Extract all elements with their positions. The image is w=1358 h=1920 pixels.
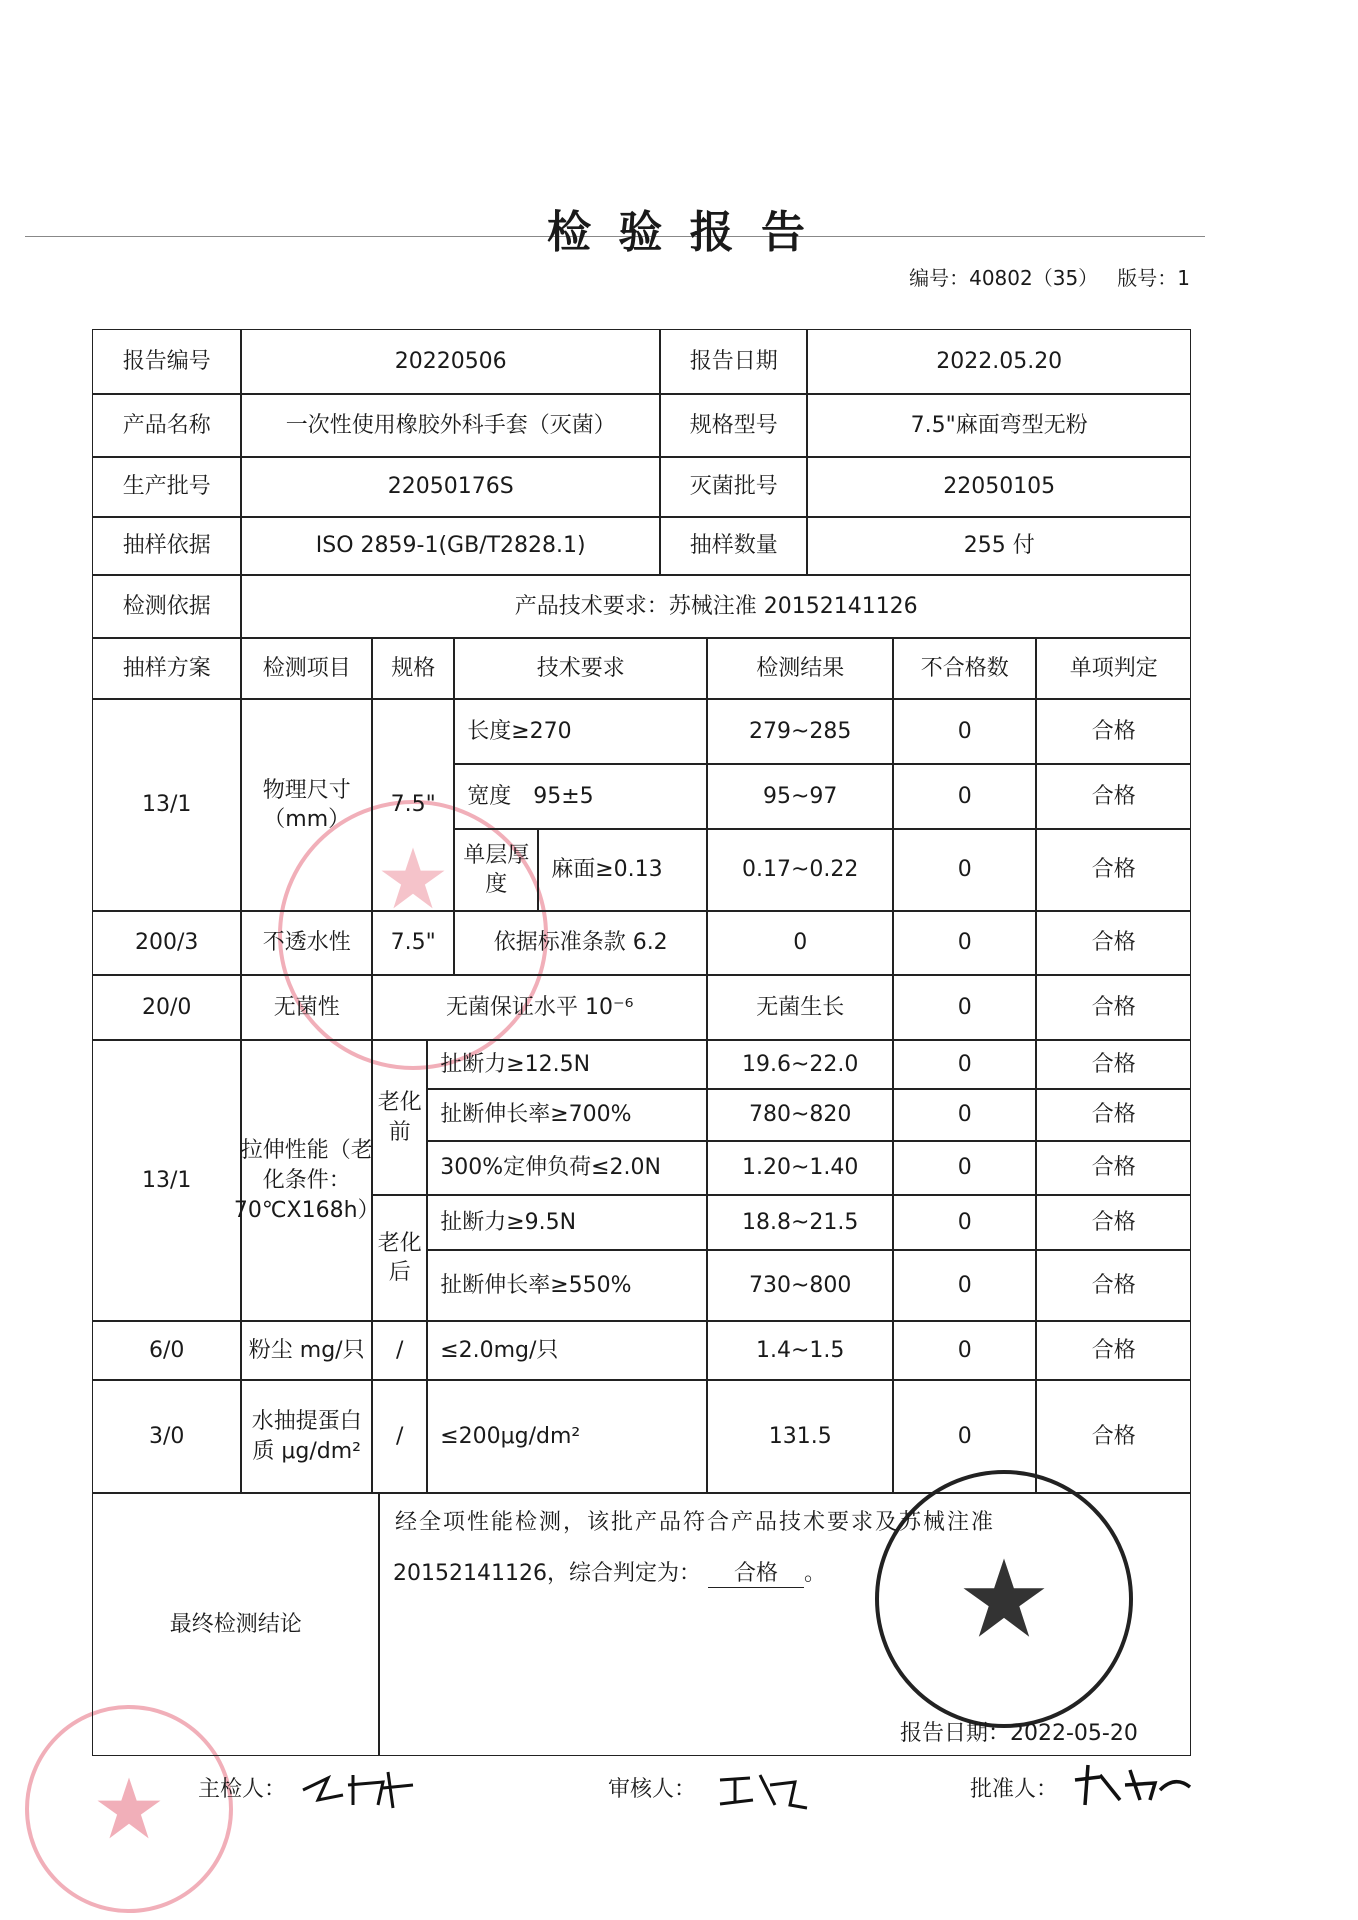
item-verdict: 合格 [1036,1195,1191,1250]
fail-count: 0 [893,1040,1036,1089]
requirement: 300%定伸负荷≤2.0N [427,1141,707,1195]
test-result: 780~820 [707,1089,893,1141]
sampling-plan: 200/3 [92,911,241,975]
aging-before: 老化前 [372,1040,427,1195]
test-result: 1.4~1.5 [707,1321,893,1380]
requirement: 扯断力≥9.5N [427,1195,707,1250]
product-name-value: 一次性使用橡胶外科手套（灭菌） [241,394,660,457]
star-icon [378,844,448,914]
column-header: 检测项目 [241,638,372,699]
requirement: ≤2.0mg/只 [427,1321,707,1380]
sampling-basis-value: ISO 2859-1(GB/T2828.1) [241,517,660,575]
fail-count: 0 [893,1321,1036,1380]
sampling-basis-label: 抽样依据 [92,517,241,575]
fail-count: 0 [893,699,1036,764]
approver-signature [1070,1755,1195,1810]
spec: / [372,1321,427,1380]
reviewer-label: 审核人： [608,1777,697,1802]
star-icon [959,1554,1049,1644]
report-no-label: 报告编号 [92,329,241,394]
sample-qty-label: 抽样数量 [660,517,807,575]
item-verdict: 合格 [1036,764,1191,829]
column-header: 抽样方案 [92,638,241,699]
conclusion-line2 [393,1556,826,1588]
sampling-plan: 3/0 [92,1380,241,1493]
fail-count: 0 [893,764,1036,829]
conclusion-line1: 经全项性能检测，该批产品符合产品技术要求及苏械注准 [395,1510,996,1535]
red-stamp-corner [25,1705,233,1913]
fail-count: 0 [893,1195,1036,1250]
spec: / [372,1380,427,1493]
test-item: 粉尘 mg/只 [241,1321,372,1380]
sampling-plan: 20/0 [92,975,241,1040]
requirement: 长度≥270 [454,699,707,764]
conclusion-text: 20152141126，综合判定为： [393,1561,701,1586]
requirement: 扯断力≥12.5N [427,1040,707,1089]
batch-no-value: 22050176S [241,457,660,517]
reviewer-signature [715,1760,815,1810]
conclusion-label: 最终检测结论 [92,1493,379,1756]
spec-model-value: 7.5"麻面弯型无粉 [807,394,1191,457]
test-result: 730~800 [707,1250,893,1321]
item-verdict: 合格 [1036,1321,1191,1380]
aging-after: 老化后 [372,1195,427,1321]
test-item: 无菌性 [241,975,372,1040]
column-header: 检测结果 [707,638,893,699]
spec: 7.5" [372,911,454,975]
column-header: 单项判定 [1036,638,1191,699]
final-verdict: 合格 [708,1556,804,1588]
conclusion-end: 。 [803,1561,826,1586]
requirement: 麻面≥0.13 [538,829,707,911]
item-verdict: 合格 [1036,1380,1191,1493]
report-date-label: 报告日期 [660,329,807,394]
sampling-plan: 6/0 [92,1321,241,1380]
steril-batch-value: 22050105 [807,457,1191,517]
spec: 7.5" [372,699,454,911]
sample-qty-value: 255 付 [807,517,1191,575]
fail-count: 0 [893,1141,1036,1195]
item-verdict: 合格 [1036,1089,1191,1141]
item-verdict: 合格 [1036,975,1191,1040]
test-result: 1.20~1.40 [707,1141,893,1195]
report-no-value: 20220506 [241,329,660,394]
star-icon [94,1774,164,1844]
sub-item: 单层厚度 [454,829,538,911]
doc-number [909,262,1190,291]
test-result: 279~285 [707,699,893,764]
approver-label: 批准人： [970,1777,1059,1802]
test-item: 拉伸性能（老化条件：70℃X168h） [241,1040,372,1321]
item-verdict: 合格 [1036,1141,1191,1195]
product-name-label: 产品名称 [92,394,241,457]
column-header: 不合格数 [893,638,1036,699]
test-result: 131.5 [707,1380,893,1493]
test-item: 物理尺寸（mm） [241,699,372,911]
item-verdict: 合格 [1036,1040,1191,1089]
page-title: 检 验 报 告 [547,207,811,258]
fail-count: 0 [893,975,1036,1040]
column-header: 技术要求 [454,638,707,699]
column-header: 规格 [372,638,454,699]
sampling-plan: 13/1 [92,699,241,911]
item-verdict: 合格 [1036,699,1191,764]
sampling-plan: 13/1 [92,1040,241,1321]
fail-count: 0 [893,1089,1036,1141]
fail-count: 0 [893,829,1036,911]
test-result: 无菌生长 [707,975,893,1040]
inspector-signature [298,1760,418,1810]
test-result: 18.8~21.5 [707,1195,893,1250]
item-verdict: 合格 [1036,911,1191,975]
version-no: 版号：1 [1117,266,1190,290]
spec-model-label: 规格型号 [660,394,807,457]
test-item: 水抽提蛋白质 μg/dm² [241,1380,372,1493]
inspector-label: 主检人： [198,1777,287,1802]
test-basis-label: 检测依据 [92,575,241,638]
requirement: 宽度 95±5 [454,764,707,829]
requirement: 扯断伸长率≥550% [427,1250,707,1321]
red-stamp-center [278,800,548,1070]
doc-no: 编号：40802（35） [909,266,1099,290]
requirement: 依据标准条款 6.2 [454,911,707,975]
test-result: 0 [707,911,893,975]
test-result: 95~97 [707,764,893,829]
fail-count: 0 [893,911,1036,975]
fail-count: 0 [893,1380,1036,1493]
requirement: ≤200μg/dm² [427,1380,707,1493]
test-item: 不透水性 [241,911,372,975]
report-date-value: 2022.05.20 [807,329,1191,394]
conclusion-date: 报告日期：2022-05-20 [900,1721,1138,1746]
fail-count: 0 [893,1250,1036,1321]
requirement: 无菌保证水平 10⁻⁶ [372,975,707,1040]
steril-batch-label: 灭菌批号 [660,457,807,517]
item-verdict: 合格 [1036,829,1191,911]
test-basis-value: 产品技术要求：苏械注准 20152141126 [241,575,1191,638]
test-result: 19.6~22.0 [707,1040,893,1089]
batch-no-label: 生产批号 [92,457,241,517]
test-result: 0.17~0.22 [707,829,893,911]
item-verdict: 合格 [1036,1250,1191,1321]
requirement: 扯断伸长率≥700% [427,1089,707,1141]
